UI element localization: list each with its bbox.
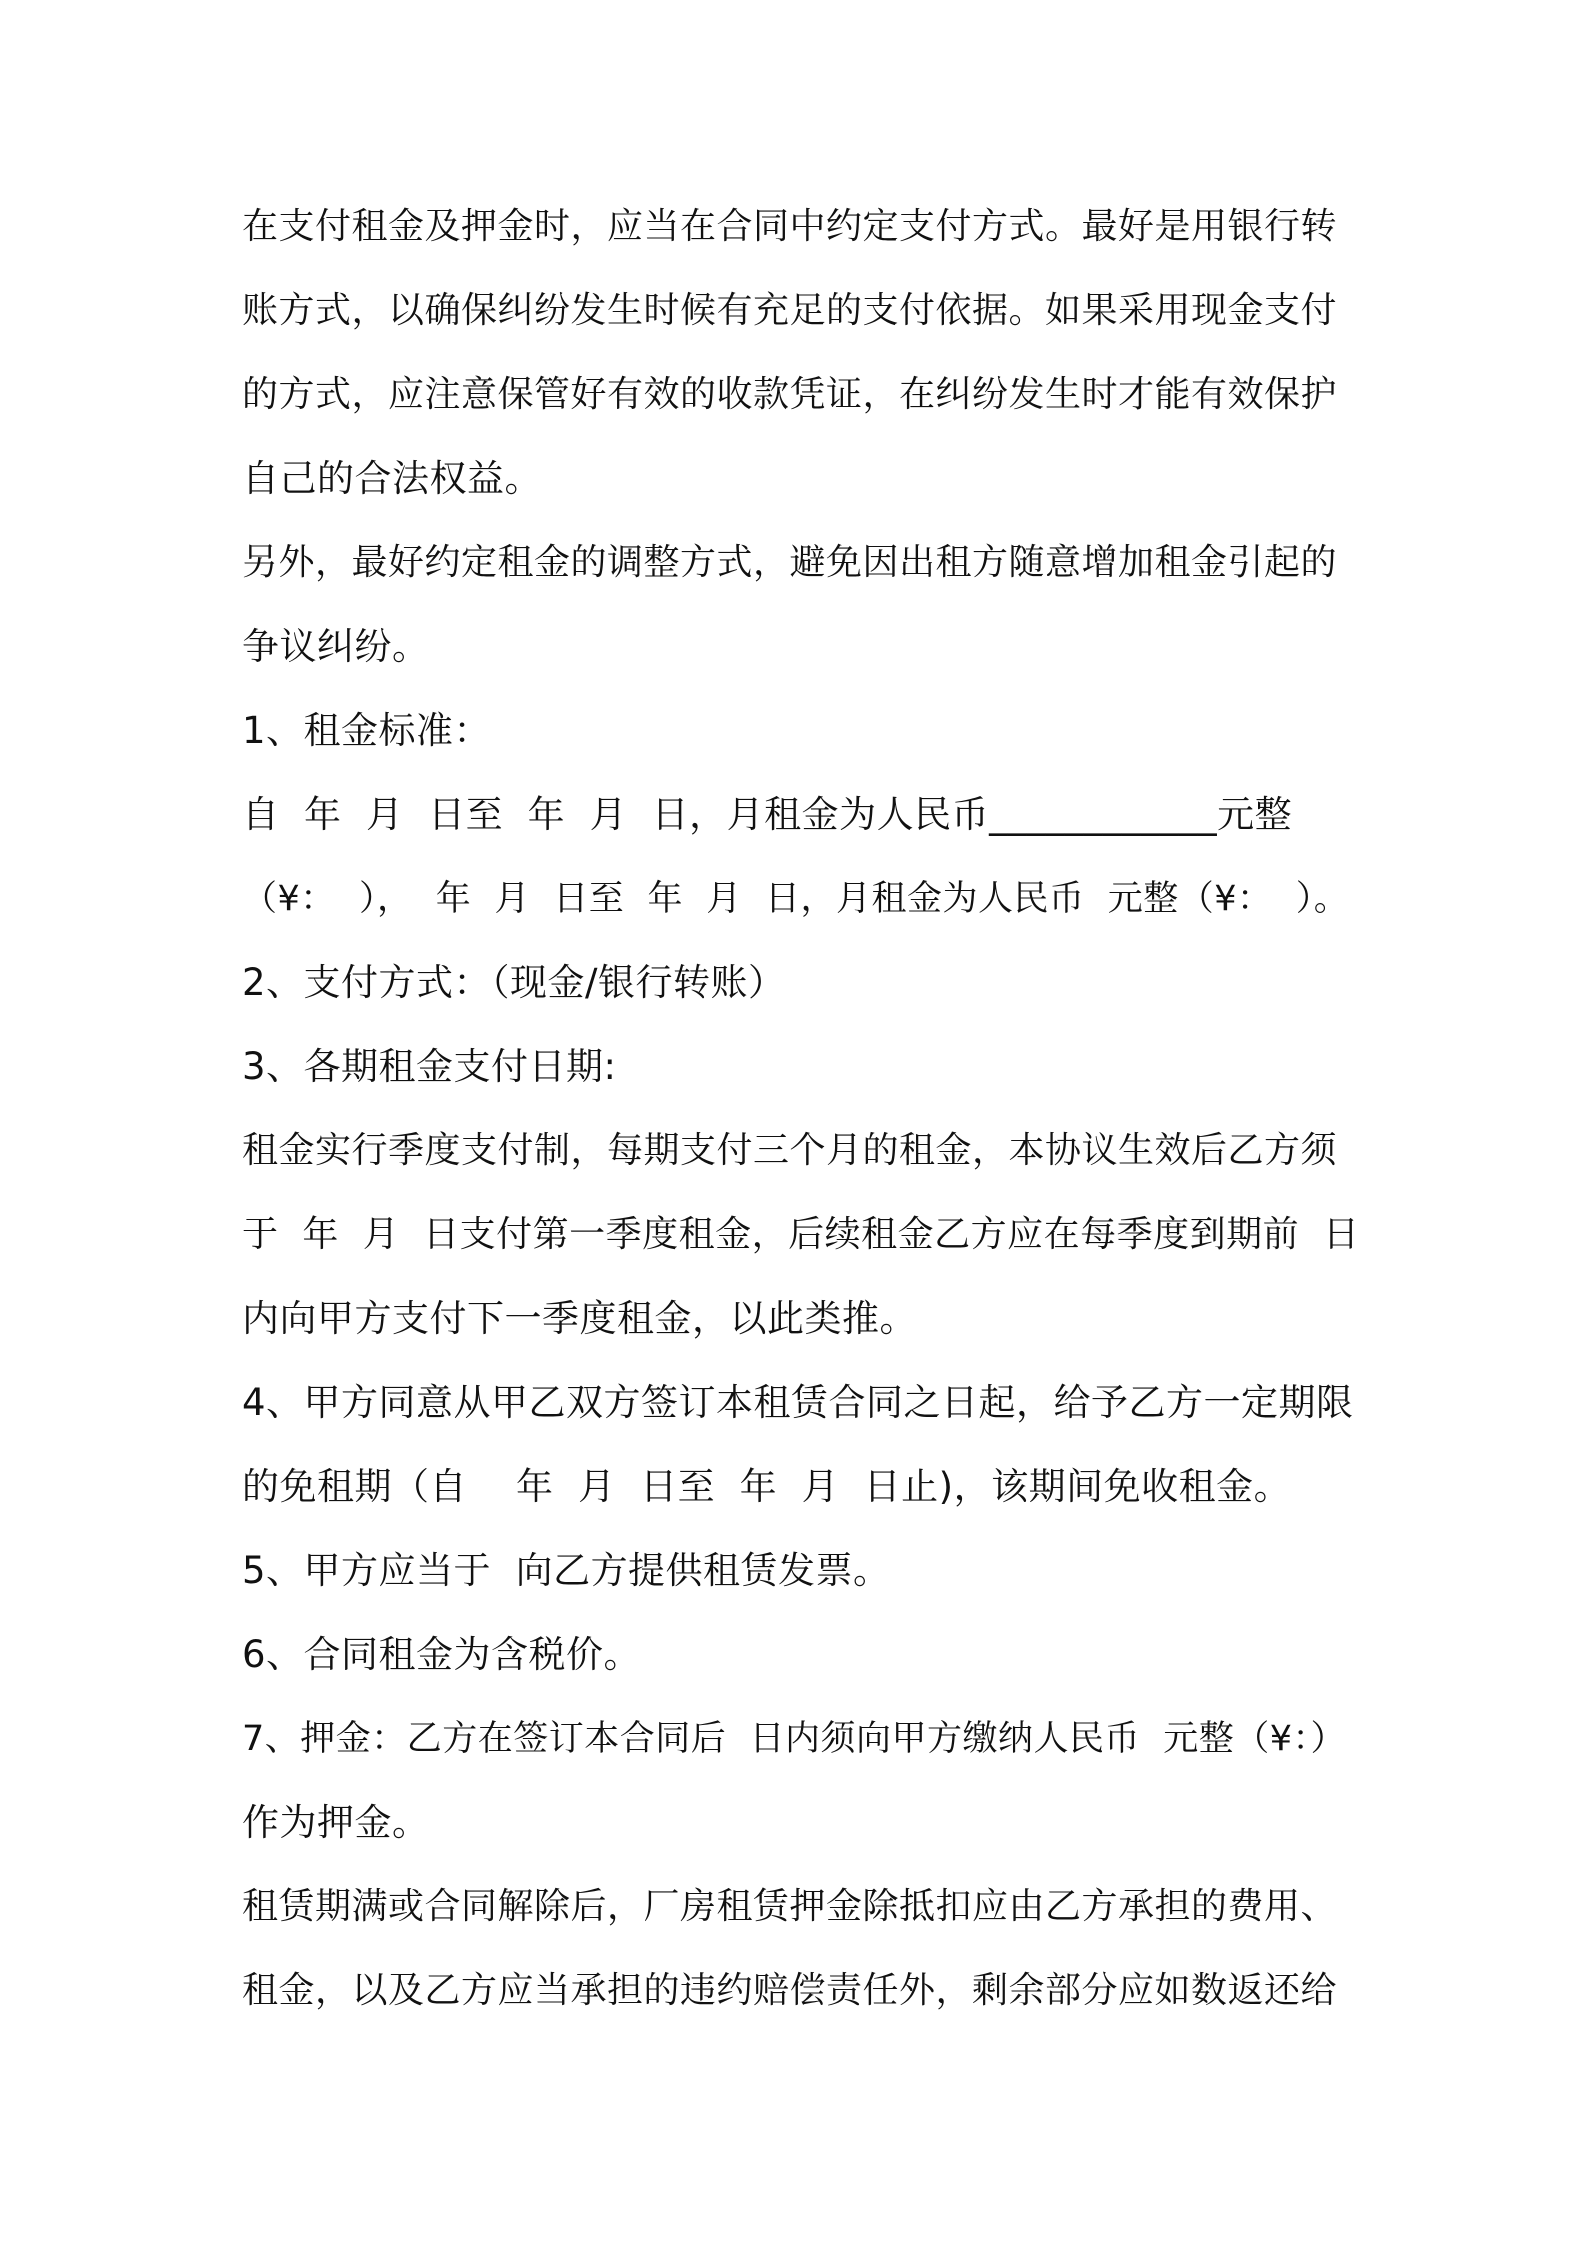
text-line: 7、押金：乙方在签订本合同后 日内须向甲方缴纳人民币 元整（¥：）	[242, 1719, 1347, 1759]
text-line: 在支付租金及押金时，应当在合同中约定支付方式。最好是用银行转	[242, 206, 1338, 247]
text-line: 另外，最好约定租金的调整方式，避免因出租方随意增加租金引起的	[242, 542, 1338, 583]
text-line: 自 年 月 日至 年 月 日，月租金为人民币____________元整	[242, 793, 1293, 836]
text-line: 作为押金。	[242, 1801, 430, 1844]
text-line: 争议纠纷。	[242, 625, 430, 668]
text-line: 自己的合法权益。	[242, 457, 542, 500]
section-heading: 3、各期租金支付日期:	[242, 1045, 617, 1088]
text-line: 的免租期（自 年 月 日至 年 月 日止)，该期间免收租金。	[242, 1465, 1292, 1508]
text-line: 4、甲方同意从甲乙双方签订本租赁合同之日起，给予乙方一定期限	[242, 1381, 1354, 1424]
text-line: 租金，以及乙方应当承担的违约赔偿责任外，剩余部分应如数返还给	[242, 1970, 1338, 2011]
text-line: 6、合同租金为含税价。	[242, 1633, 642, 1676]
text-line: （¥： ）， 年 月 日至 年 月 日，月租金为人民币 元整（¥： ）。	[242, 879, 1350, 919]
text-line: 于 年 月 日支付第一季度租金，后续租金乙方应在每季度到期前 日	[242, 1214, 1360, 1255]
section-heading: 2、支付方式：（现金/银行转账）	[242, 961, 786, 1004]
text-line: 内向甲方支付下一季度租金，以此类推。	[242, 1297, 917, 1340]
text-line: 租金实行季度支付制，每期支付三个月的租金，本协议生效后乙方须	[242, 1130, 1338, 1171]
text-line: 租赁期满或合同解除后，厂房租赁押金除抵扣应由乙方承担的费用、	[242, 1886, 1338, 1927]
text-line: 的方式，应注意保管好有效的收款凭证，在纠纷发生时才能有效保护	[242, 374, 1338, 415]
text-line: 5、甲方应当于 向乙方提供租赁发票。	[242, 1549, 891, 1592]
text-line: 账方式，以确保纠纷发生时候有充足的支付依据。如果采用现金支付	[242, 290, 1338, 331]
section-heading: 1、租金标准：	[242, 709, 492, 752]
